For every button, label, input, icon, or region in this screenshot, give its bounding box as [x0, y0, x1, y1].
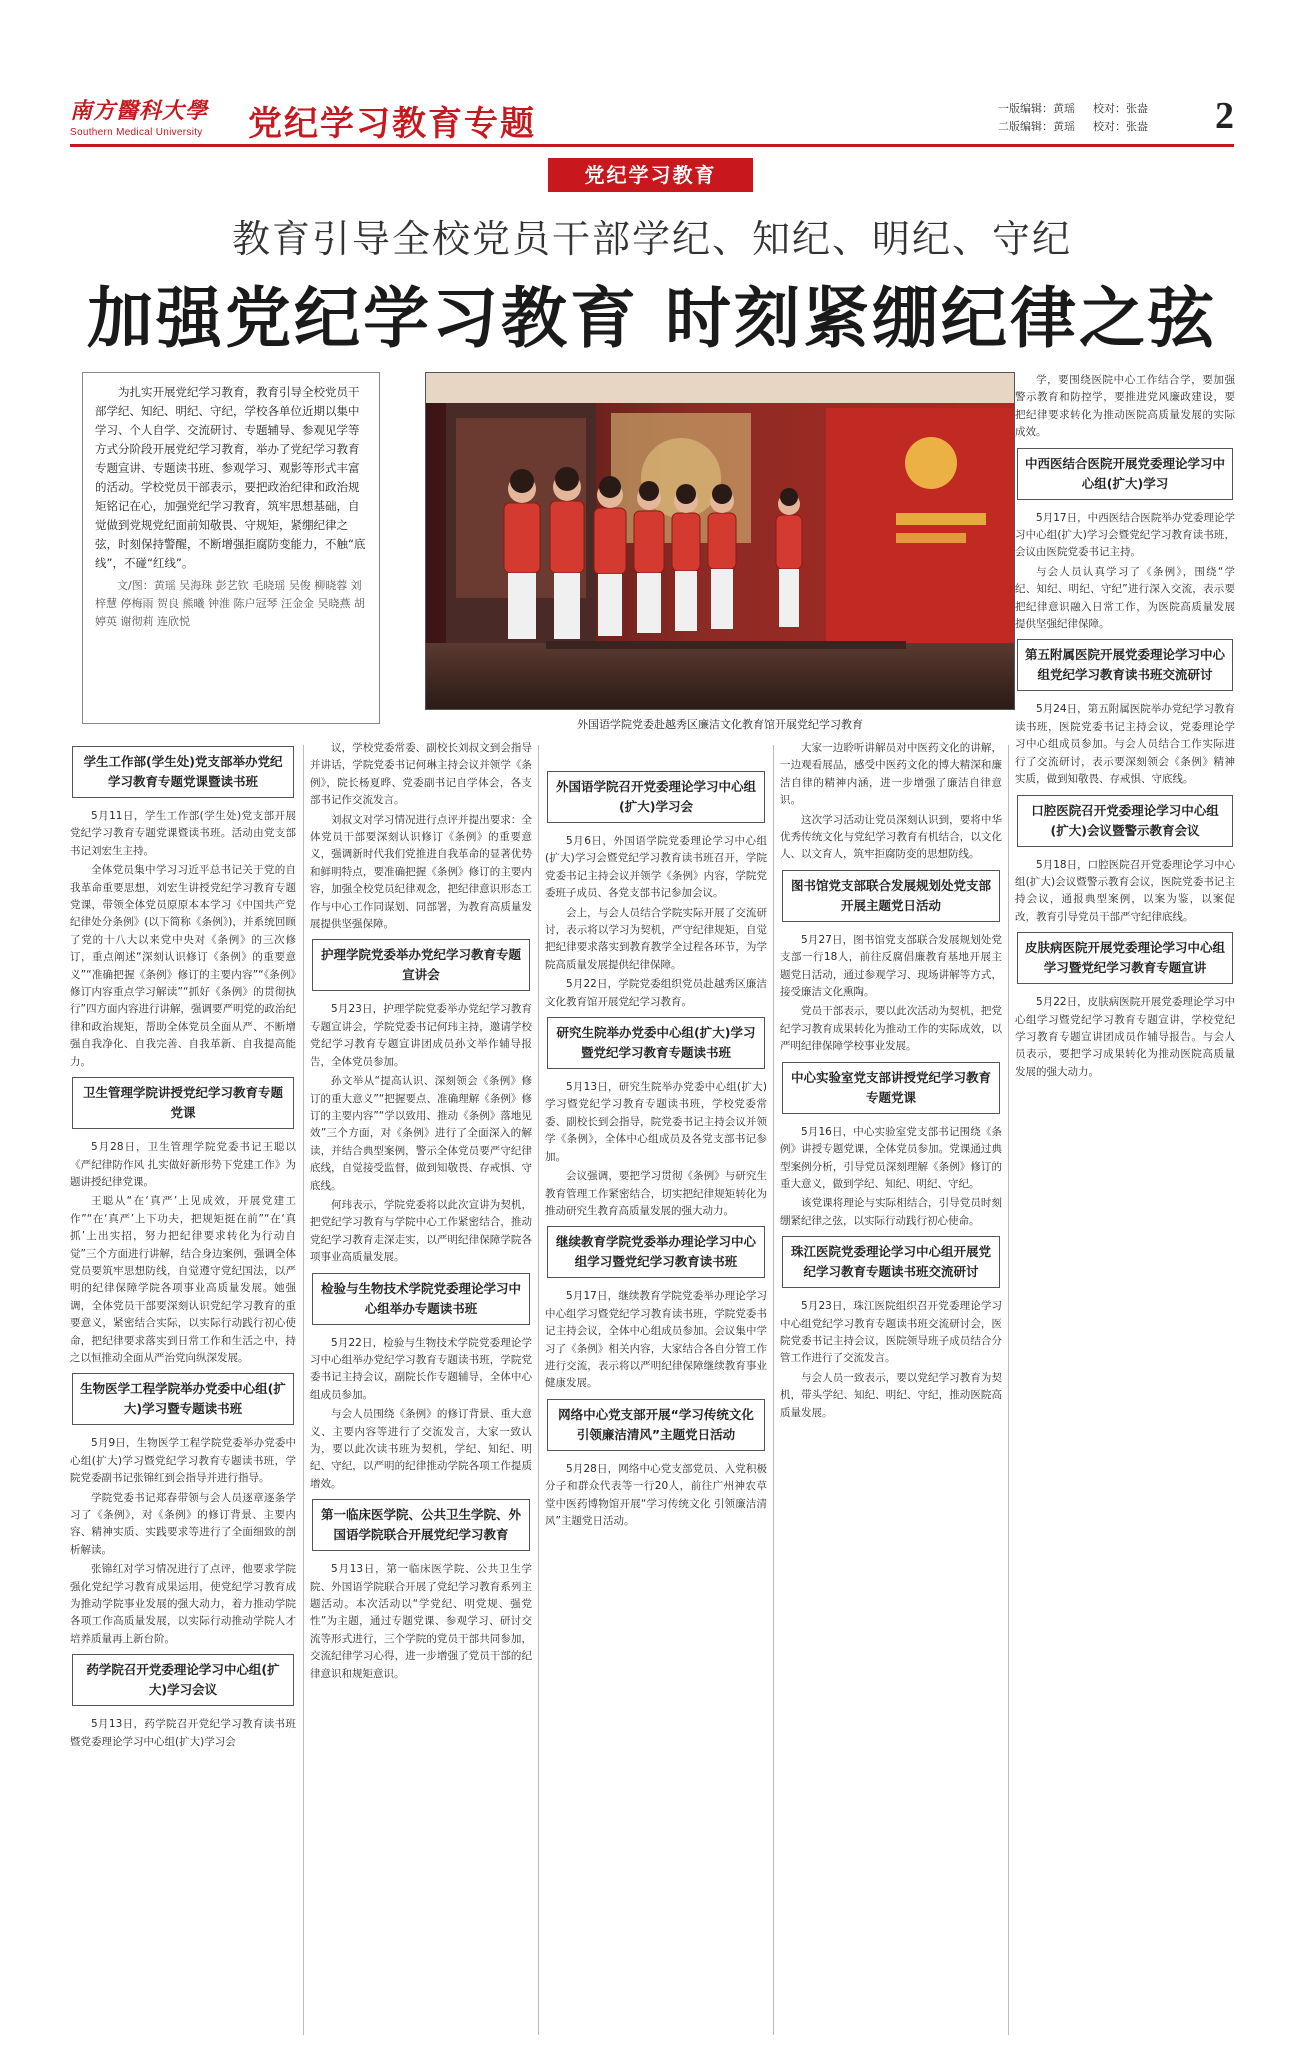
article-paragraph: 5月17日，继续教育学院党委举办理论学习中心组学习暨党纪学习教育读书班，学院党委书记主持会议，全体中心组成员参加。会议集中学习了《条例》相关内容，大家结合各自分管工作进行交流，表示将以严明纪律保障继续教育事业健康发展。 [545, 1290, 767, 1390]
article-paragraph: 孙文举从“提高认识、深刻领会《条例》修订的重大意义”“把握要点、准确理解《条例》修订的主要内容”“学以致用、推动《条例》落地见效”三个方面，对《条例》进行了全面深入的解读，并结合典型案例，警示全体党员要严守纪律底线，自觉接受监督，做到知敬畏、存戒惧、守底线。 [310, 1075, 532, 1192]
article-column-3 [545, 765, 767, 2035]
article-paragraph: 与会人员围绕《条例》的修订背景、重大意义、主要内容等进行了交流发言，大家一致认为，要以此次读书班为契机，学纪、知纪、明纪、守纪，以严明的纪律推动学院各项工作提质增效。 [310, 1408, 532, 1490]
article-title: 继续教育学院党委举办理论学习中心组学习暨党纪学习教育读书班 [547, 1226, 765, 1278]
article-column-1 [70, 740, 296, 2035]
article-title: 中西医结合医院开展党委理论学习中心组(扩大)学习 [1017, 448, 1233, 500]
university-logo [70, 94, 220, 140]
article-paragraph: 5月18日，口腔医院召开党委理论学习中心组(扩大)会议暨警示教育会议，医院党委书记主持会议，通报典型案例，以案为鉴，以案促改，教育引导党员干部严守纪律底线。 [1015, 858, 1235, 923]
article-paragraph: 5月28日，卫生管理学院党委书记王聪以《严纪律防作风 扎实做好新形势下党建工作》为题讲授纪律党课。 [70, 1141, 296, 1188]
article-paragraph: 党员干部表示，要以此次活动为契机，把党纪学习教育成果转化为推动工作的实际成效，以严明纪律保障学校事业发展。 [780, 1005, 1002, 1053]
intro-box [82, 372, 380, 724]
article-title: 网络中心党支部开展“学习传统文化 引领廉洁清风”主题党日活动 [547, 1399, 765, 1451]
article-paragraph: 大家一边聆听讲解员对中医药文化的讲解，一边观看展品，感受中医药文化的博大精深和廉洁自律的精神内涵，进一步增强了廉洁自律意识。 [780, 742, 1002, 807]
article-title: 检验与生物技术学院党委理论学习中心组举办专题读书班 [312, 1273, 530, 1325]
article-title: 护理学院党委举办党纪学习教育专题宣讲会 [312, 939, 530, 991]
article-paragraph: 5月22日，皮肤病医院开展党委理论学习中心组学习暨党纪学习教育专题宣讲，学校党纪学习教育专题宣讲团成员作辅导报告。与会人员表示，要把学习成果转化为推动医院高质量发展的强大动力。 [1015, 996, 1235, 1078]
section-title: 党纪学习教育专题 [248, 104, 536, 144]
article-title: 珠江医院党委理论学习中心组开展党纪学习教育专题读书班交流研讨 [782, 1236, 1000, 1288]
article-title: 药学院召开党委理论学习中心组(扩大)学习会议 [72, 1654, 294, 1706]
article-paragraph: 5月16日，中心实验室党支部书记围绕《条例》讲授专题党课，全体党员参加。党课通过典型案例分析，引导党员深刻理解《条例》修订的重大意义，做到学纪、知纪、明纪、守纪。 [780, 1125, 1002, 1190]
photo-caption: 外国语学院党委赴越秀区廉洁文化教育馆开展党纪学习教育 [577, 718, 863, 731]
article-paragraph: 王聪从“在‘真严’上见成效，开展党建工作”“在‘真严’上下功夫，把规矩挺在前”“在‘真抓’上出实招，努力把纪律要求转化为行动自觉”三个方面进行讲解，结合身边案例，强调全体党员要筑牢思想防线，自觉遵守党纪国法，以严明的纪律保障学院各项事业高质量发展。她强调，全体党员干部要深刻认识党纪学习教育的重要意义，紧密结合实际，以实际行动践行初心使命，把纪律要求落实到日常工作和生活之中，持之以恒推动全面从严治党向纵深发展。 [70, 1195, 296, 1364]
article-paragraph: 5月23日，珠江医院组织召开党委理论学习中心组党纪学习教育专题读书班交流研讨会，医院党委书记主持会议，医院领导班子成员结合分管工作进行了交流发言。 [780, 1300, 1002, 1365]
article-paragraph: 刘叔文对学习情况进行点评并提出要求：全体党员干部要深刻认识修订《条例》的重要意义，强调新时代我们党推进自我革命的显著优势和鲜明特点，要准确把握《条例》修订的主要内容，加强全校党员纪律观念，把纪律意识形态工作与中心工作同谋划、同部署，为教育高质量发展提供坚强保障。 [310, 813, 532, 931]
article-paragraph: 5月27日，图书馆党支部联合发展规划处党支部一行18人，前往反腐倡廉教育基地开展主题党日活动，通过参观学习、现场讲解等方式，接受廉洁文化熏陶。 [780, 933, 1002, 999]
article-paragraph: 学，要围绕医院中心工作结合学，要加强警示教育和防控学，要推进党风廉政建设，要把纪律要求转化为推动医院高质量发展的实际成效。 [1015, 374, 1235, 439]
article-column-5 [1015, 372, 1235, 2035]
article-paragraph: 5月22日，学院党委组织党员赴越秀区廉洁文化教育馆开展党纪学习教育。 [545, 978, 767, 1008]
article-paragraph: 5月13日，研究生院举办党委中心组(扩大)学习暨党纪学习教育专题读书班，学校党委常委、副校长到会指导，院党委书记主持会议并领学《条例》，全体中心组成员及各党支部书记参加。 [545, 1081, 767, 1163]
article-paragraph: 这次学习活动让党员深刻认识到，要将中华优秀传统文化与党纪学习教育有机结合，以文化人、以文育人，筑牢拒腐防变的思想防线。 [780, 813, 1002, 861]
photo-illustration [426, 373, 1015, 710]
column-divider [303, 745, 304, 2035]
article-column-2 [310, 740, 532, 2035]
article-paragraph: 该党课将理论与实际相结合，引导党员时刻绷紧纪律之弦，以实际行动践行初心使命。 [780, 1197, 1002, 1227]
article-paragraph: 5月9日，生物医学工程学院党委举办党委中心组(扩大)学习暨党纪学习教育专题读书班，学院党委副书记张锦红到会指导并进行指导。 [70, 1437, 296, 1485]
article-paragraph: 张锦红对学习情况进行了点评，他要求学院强化党纪学习教育成果运用，使党纪学习教育成为推动学院事业发展的强大动力，着力推动学院各项工作高质量发展，以实际行动推动学院人才培养质量再上新台阶。 [70, 1563, 296, 1645]
article-column-4 [780, 740, 1002, 2035]
headline: 加强党纪学习教育 时刻紧绷纪律之弦 [87, 279, 1217, 357]
article-title: 生物医学工程学院举办党委中心组(扩大)学习暨专题读书班 [72, 1373, 294, 1425]
article-title: 图书馆党支部联合发展规划处党支部开展主题党日活动 [782, 870, 1000, 922]
article-title: 外国语学院召开党委理论学习中心组(扩大)学习会 [547, 771, 765, 823]
article-paragraph: 5月11日，学生工作部(学生处)党支部开展党纪学习教育专题党课暨读书班。活动由党支部书记刘宏生主持。 [70, 810, 296, 857]
article-title: 第五附属医院开展党委理论学习中心组党纪学习教育读书班交流研讨 [1017, 639, 1233, 691]
logo-chinese: 南方醫科大學 [70, 98, 209, 124]
article-paragraph: 5月6日，外国语学院党委理论学习中心组(扩大)学习会暨党纪学习教育读书班召开，学院党委书记主持会议并领学《条例》内容，学院党委班子成员、各党支部书记参加会议。 [545, 835, 767, 900]
article-title: 口腔医院召开党委理论学习中心组(扩大)会议暨警示教育会议 [1017, 795, 1233, 847]
page-number: 2 [1215, 95, 1234, 137]
proofreader-1: 校对：张盎 [1093, 102, 1148, 115]
article-title: 学生工作部(学生处)党支部举办党纪学习教育专题党课暨读书班 [72, 746, 294, 798]
article-title: 中心实验室党支部讲授党纪学习教育专题党课 [782, 1062, 1000, 1114]
article-paragraph: 全体党员集中学习习近平总书记关于党的自我革命重要思想，刘宏生讲授党纪学习教育专题党课，带领全体党员原原本本学习《中国共产党纪律处分条例》(以下简称《条例》)，并系统回顾了党的十八大以来党中央对《条例》的三次修订，重点阐述“深刻认识修订《条例》的重要意义”“准确把握《条例》修订的主要内容”“《条例》修订内容重点学习解读”“抓好《条例》的贯彻执行”四方面内容进行讲解，强调要严明党的政治纪律和政治规矩，帮助全体党员全面从严、不断增强自我净化、自我完善、自我革新、自我提高能力。 [70, 864, 296, 1068]
article-paragraph: 5月13日，药学院召开党纪学习教育读书班暨党委理论学习中心组(扩大)学习会 [70, 1718, 296, 1748]
article-title: 研究生院举办党委中心组(扩大)学习暨党纪学习教育专题读书班 [547, 1017, 765, 1069]
article-title: 卫生管理学院讲授党纪学习教育专题党课 [72, 1077, 294, 1129]
intro-text: 为扎实开展党纪学习教育，教育引导全校党员干部学纪、知纪、明纪、守纪，学校各单位近期以集中学习、个人自学、交流研讨、专题辅导、参观见学等方式分阶段开展党纪学习教育，举办了党纪学习教育专题宣讲、专题读书班、参观学习、观影等形式丰富的活动。学校党员干部表示，要把政治纪律和政治规矩铭记在心，加强党纪学习教育，筑牢思想基础，自觉做到党规党纪面前知敬畏、守规矩，紧绷纪律之弦，时刻保持警醒，不断增强拒腐防变能力，不触“底线”，不碰“红线”。 [95, 385, 366, 570]
masthead [70, 94, 1234, 144]
masthead-rule [70, 144, 1234, 147]
article-paragraph: 与会人员认真学习了《条例》，围绕“学纪、知纪、明纪、守纪”进行深入交流，表示要把纪律意识融入日常工作，为医院高质量发展提供坚强纪律保障。 [1015, 565, 1235, 631]
section-tag: 党纪学习教育 [548, 158, 753, 192]
article-paragraph: 5月23日，护理学院党委举办党纪学习教育专题宣讲会，学院党委书记何玮主持，邀请学校党纪学习教育专题宣讲团成员孙文举作辅导报告，全体党员参加。 [310, 1003, 532, 1068]
column-divider [1008, 745, 1009, 2035]
editor-2: 二版编辑：黄瑶 [998, 120, 1075, 133]
article-title: 第一临床医学院、公共卫生学院、外国语学院联合开展党纪学习教育 [312, 1499, 530, 1551]
subheadline: 教育引导全校党员干部学纪、知纪、明纪、守纪 [231, 217, 1072, 261]
article-paragraph: 学院党委书记郑春带领与会人员逐章逐条学习了《条例》，对《条例》的修订背景、主要内容、精神实质、实践要求等进行了全面细致的剖析解读。 [70, 1491, 296, 1556]
article-paragraph: 何玮表示，学院党委将以此次宣讲为契机，把党纪学习教育与学院中心工作紧密结合，推动党纪学习教育走深走实，以严明纪律保障学院各项事业高质量发展。 [310, 1198, 532, 1264]
article-paragraph: 议，学校党委常委、副校长刘叔文到会指导并讲话，学院党委书记何琳主持会议并领学《条例》，院长杨夏晔、党委副书记自学体会，各支部书记作交流发言。 [310, 742, 532, 807]
article-paragraph: 5月28日，网络中心党支部党员、入党积极分子和群众代表等一行20人，前往广州神农草堂中医药博物馆开展“学习传统文化 引领廉洁清风”主题党日活动。 [545, 1462, 767, 1527]
article-paragraph: 会上，与会人员结合学院实际开展了交流研讨，表示将以学习为契机，严守纪律规矩，自觉把纪律要求落实到教育教学全过程各环节，为学院高质量发展提供纪律保障。 [545, 906, 767, 971]
article-paragraph: 5月22日，检验与生物技术学院党委理论学习中心组举办党纪学习教育专题读书班，学院党委书记主持会议，副院长作专题辅导，全体中心组成员参加。 [310, 1336, 532, 1401]
proofreader-2: 校对：张盎 [1093, 120, 1148, 133]
article-paragraph: 5月24日，第五附属医院举办党纪学习教育读书班，医院党委书记主持会议，党委理论学习中心组成员参加。与会人员结合工作实际进行了交流研讨，表示要深刻领会《条例》精神实质，做到知敬畏、存戒惧、守底线。 [1015, 703, 1235, 786]
article-title: 皮肤病医院开展党委理论学习中心组学习暨党纪学习教育专题宣讲 [1017, 932, 1233, 984]
news-photo [425, 372, 1015, 710]
editor-1: 一版编辑：黄瑶 [998, 102, 1075, 115]
article-paragraph: 会议强调，要把学习贯彻《条例》与研究生教育管理工作紧密结合，切实把纪律规矩转化为推动研究生教育高质量发展的强大动力。 [545, 1170, 767, 1217]
article-paragraph: 与会人员一致表示，要以党纪学习教育为契机，带头学纪、知纪、明纪、守纪，推动医院高质量发展。 [780, 1371, 1002, 1419]
article-paragraph: 5月13日，第一临床医学院、公共卫生学院、外国语学院联合开展了党纪学习教育系列主题活动。本次活动以“学党纪、明党规、强党性”为主题，通过专题党课、参观学习、研讨交流等形式进行，三个学院的党员干部共同参加，交流纪律学习心得，进一步增强了党员干部的纪律意识和规矩意识。 [310, 1563, 532, 1680]
editor-credits [998, 100, 1166, 136]
article-paragraph: 5月17日，中西医结合医院举办党委理论学习中心组(扩大)学习会暨党纪学习教育读书班，会议由医院党委书记主持。 [1015, 511, 1235, 559]
column-divider [538, 745, 539, 2035]
column-divider [773, 745, 774, 2035]
intro-authors: 文/图：黄瑶 吴海珠 彭艺钦 毛晓瑶 吴俊 柳晓蓉 刘梓慧 停梅雨 贺良 熊曦 钟淮 陈户冠琴 汪金金 吴晓燕 胡婷英 谢彻莉 连欣悦 [95, 579, 365, 628]
logo-english: Southern Medical University [70, 127, 203, 138]
